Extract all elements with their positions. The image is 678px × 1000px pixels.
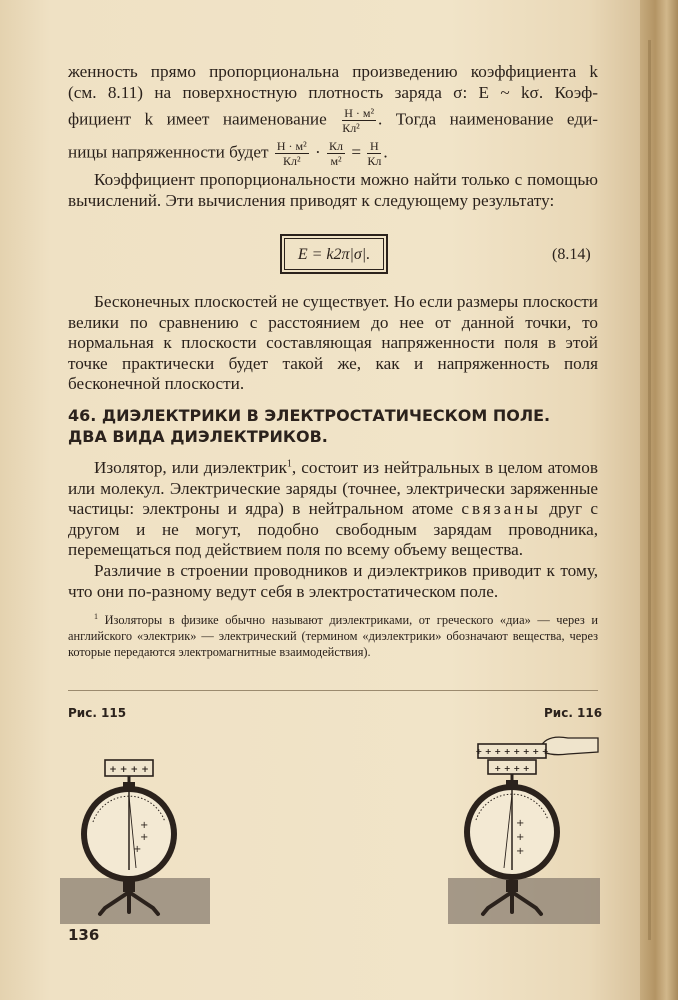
fraction-2: Н · м² Кл² — [276, 139, 307, 169]
figure-115-electroscope — [60, 752, 210, 924]
formula-number: (8.14) — [552, 246, 591, 263]
heading-line-1: 46. ДИЭЛЕКТРИКИ В ЭЛЕКТРОСТАТИЧЕСКОМ ПОЛЕ. — [68, 406, 551, 425]
svg-text:+: + — [516, 818, 525, 829]
figure-116-electroscope — [448, 722, 608, 924]
formula-box — [280, 234, 388, 274]
lower-plate-charge-label: + + + + — [494, 764, 530, 773]
svg-text:+: + — [133, 844, 142, 855]
fraction-4: Н Кл — [367, 139, 382, 169]
svg-text:+: + — [140, 820, 149, 831]
fraction-unit-k: Н · м² Кл² — [342, 106, 375, 136]
footnote: $^1$ Изоляторы в физике обычно называют диэлектриками, от греческого «диа» — через и английского «электрик» — электрический (термином «диэлектрики» обозначают вещества, через которые передаются электромагнитные взаимодействия). — [68, 611, 598, 659]
svg-text:+: + — [516, 832, 525, 843]
heading-line-2: ДВА ВИДА ДИЭЛЕКТРИКОВ. — [68, 427, 328, 446]
divider — [68, 690, 598, 691]
formula: E = k2π|σ|. — [284, 238, 384, 270]
page-number: 136 — [68, 926, 100, 944]
paragraph-2: Коэффициент пропорциональности можно найти только с помощью вычислений. Эти вычисления приводят к следующему результату: — [68, 170, 598, 210]
hand-icon — [540, 737, 598, 755]
paragraph-5: Различие в строении проводников и диэлектриков приводит к тому, что они по-разному ведут себя в электростатическом поле. — [68, 560, 598, 601]
para1-line2: (см. 8.11) на поверхностную плотность заряда σ: E ~ kσ. Коэф- — [68, 82, 598, 102]
figure-116-caption: Рис. 116 — [544, 706, 603, 720]
para1-line1: женность прямо пропорциональна произведению коэффициента k — [68, 62, 598, 81]
svg-text:+: + — [140, 832, 149, 843]
footnote-ref: 1 — [286, 458, 292, 470]
svg-text:+: + — [516, 846, 525, 857]
page-edge — [640, 0, 678, 1000]
fraction-3: Кл м² — [329, 139, 344, 169]
paragraph-3: Бесконечных плоскостей не существует. Но если размеры плоскости велики по сравнению с расстоянием до нее от данной точки, то нормальная к плоскости составляющая напряженности поля в этой точке практически будет такой же, как и напряженность поля бесконечной плоскости. — [68, 292, 598, 394]
paragraph-4: Изолятор, или диэлектрик$^1$, состоит из нейтральных в целом атомов или молекул. Электрические заряды (точнее, электрически заряженные частицы: электроны и ядра) в нейтральном атоме связаны друг с другом и не могут, подобно свободным зарядам проводника, перемещаться под действием поля по всему объему вещества. Различие в строении проводников и диэлектриков приводит к тому, что они по-разному ведут себя в электростатическом поле. — [68, 458, 598, 601]
para1-line4: ницы напряженности будет Н · м² Кл² · Кл м² = Н Кл . — [68, 139, 388, 169]
figure-115-caption: Рис. 115 — [68, 706, 127, 720]
plate-charge-label: + + + + — [109, 765, 149, 775]
spaced-word: связаны — [461, 499, 541, 519]
upper-plate-charge-label: + + + + + + + + — [475, 747, 549, 756]
para1-line3: фициент k имеет наименование Н · м² Кл² . Тогда наименование еди- — [68, 106, 598, 136]
paragraph-1 — [68, 62, 598, 167]
section-heading — [68, 405, 608, 447]
